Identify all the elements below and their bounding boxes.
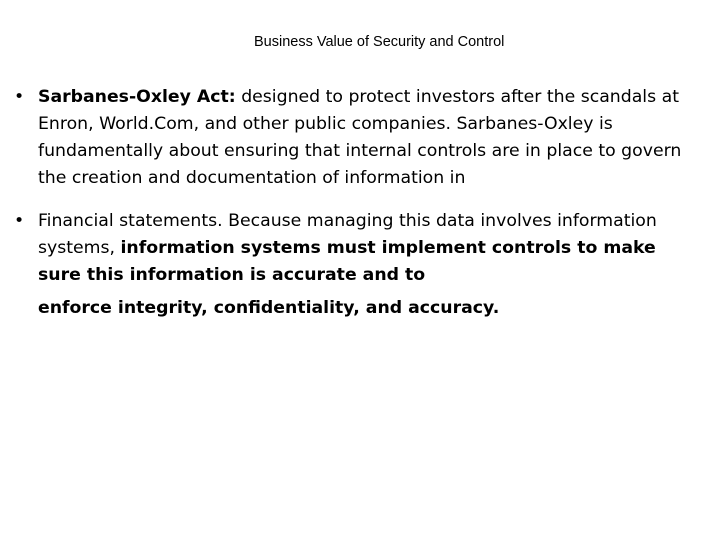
bullet-bold-text: information systems must implement controls to make sure this information is accurate and to — [38, 238, 656, 285]
bullet-marker: • — [14, 87, 25, 107]
bullet-text: Financial statements. Because managing this data involves information systems, — [38, 211, 657, 258]
bullet-text: designed to protect investors after the scandals at Enron, World.Com, and other public companies. Sarbanes-Oxley is fundamentally about ensuring that internal controls are in place to govern the creation and documentation of information in — [38, 87, 682, 188]
bullet-list — [14, 84, 694, 322]
slide-title: Business Value of Security and Control — [254, 34, 505, 50]
bullet-marker: • — [14, 211, 25, 231]
bullet-term: Sarbanes-Oxley Act: — [38, 87, 236, 107]
bullet-item-financial-statements — [14, 208, 694, 322]
bullet-bold-last-line: enforce integrity, confidentiality, and accuracy. — [38, 298, 500, 318]
bullet-item-sarbanes-oxley — [14, 84, 694, 192]
